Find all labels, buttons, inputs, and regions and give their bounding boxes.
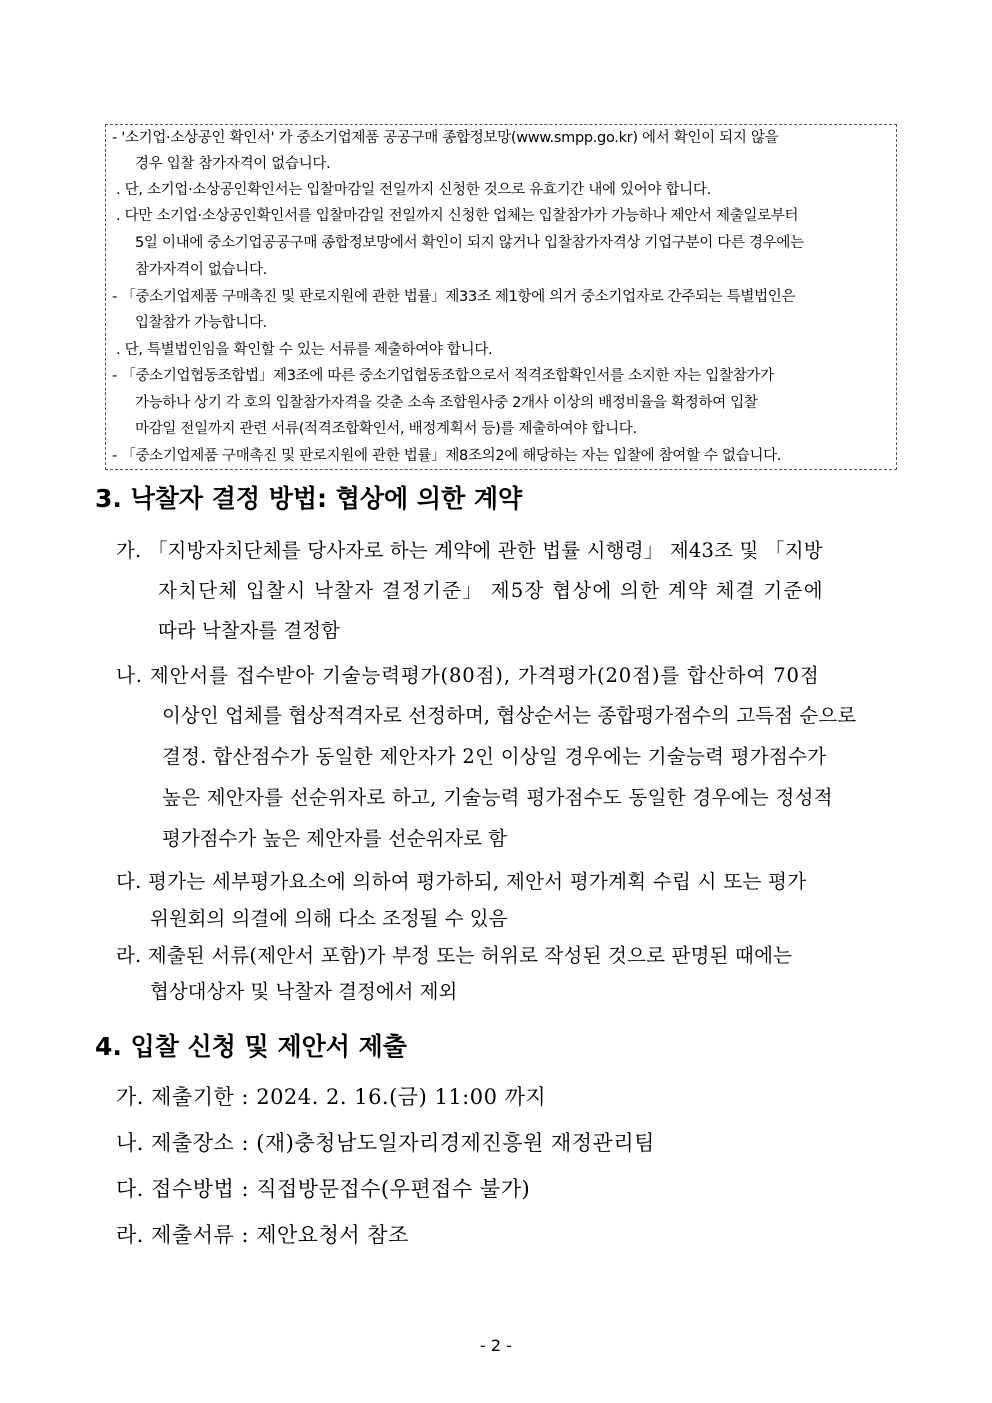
notice-line: 참가자격이 없습니다. <box>135 262 267 278</box>
notice-line: . 단, 특별법인임을 확인할 수 있는 서류를 제출하여야 합니다. <box>116 342 493 358</box>
section-4-item: 가. 제출기한 : 2024. 2. 16.(금) 11:00 까지 <box>116 1085 547 1109</box>
section-3-heading: 3. 낙찰자 결정 방법: 협상에 의한 계약 <box>95 484 523 513</box>
notice-line: 경우 입찰 참가자격이 없습니다. <box>135 156 331 172</box>
section-4-item: 나. 제출장소 : (재)충청남도일자리경제진흥원 재정관리팀 <box>116 1131 655 1155</box>
notice-line: - 「중소기업제품 구매촉진 및 판로지원에 관한 법률」제33조 제1항에 의거 중소기업자로 간주되는 특별법인은 <box>112 289 796 305</box>
section-3-item-da-line: 다. 평가는 세부평가요소에 의하여 평가하되, 제안서 평가계획 수립 시 또는 평가 <box>116 870 807 893</box>
notice-line: . 단, 소기업·소상공인확인서는 입찰마감일 전일까지 신청한 것으로 유효기간 내에 있어야 합니다. <box>116 182 711 198</box>
section-3-item-na-line: 결정. 합산점수가 동일한 제안자가 2인 이상일 경우에는 기술능력 평가점수가 <box>162 745 827 768</box>
section-4-item: 다. 접수방법 : 직접방문접수(우편접수 불가) <box>116 1177 531 1201</box>
section-3-item-ra-line: 라. 제출된 서류(제안서 포함)가 부정 또는 허위로 작성된 것으로 판명된 때에는 <box>116 944 793 967</box>
notice-line: 입찰참가 가능합니다. <box>135 315 267 331</box>
page-number: - 2 - <box>480 1336 512 1355</box>
section-3-item-na-line: 높은 제안자를 선순위자로 하고, 기술능력 평가점수도 동일한 경우에는 정성적 <box>162 786 833 809</box>
notice-line: - '소기업·소상공인 확인서' 가 중소기업제품 공공구매 종합정보망(www.smpp.go.kr) 에서 확인이 되지 않을 <box>112 130 779 146</box>
notice-line: - 「중소기업협동조합법」제3조에 따른 중소기업협동조합으로서 적격조합확인서를 소지한 자는 입찰참가가 <box>112 368 774 384</box>
section-3-item-da-line: 위원회의 의결에 의해 다소 조정될 수 있음 <box>150 907 508 930</box>
notice-line: 5일 이내에 중소기업공공구매 종합정보망에서 확인이 되지 않거나 입찰참가자격상 기업구분이 다른 경우에는 <box>135 235 804 251</box>
notice-line: - 「중소기업제품 구매촉진 및 판로지원에 관한 법률」제8조의2에 해당하는 자는 입찰에 참여할 수 없습니다. <box>112 448 782 464</box>
section-4-item: 라. 제출서류 : 제안요청서 참조 <box>116 1223 409 1247</box>
section-3-item-ra-line: 협상대상자 및 낙찰자 결정에서 제외 <box>150 980 458 1003</box>
section-3-item-na-line: 평가점수가 높은 제안자를 선순위자로 함 <box>162 827 508 850</box>
section-3-item-ga-line: 따라 낙찰자를 결정함 <box>158 619 340 642</box>
notice-line: 가능하나 상기 각 호의 입찰참가자격을 갖춘 소속 조합원사중 2개사 이상의 배정비율을 확정하여 입찰 <box>135 395 758 411</box>
section-3-item-ga-line: 자치단체 입찰시 낙찰자 결정기준」 제5장 협상에 의한 계약 체결 기준에 <box>158 579 824 602</box>
section-3-item-ga-line: 가. 「지방자치단체를 당사자로 하는 계약에 관한 법률 시행령」 제43조 및 「지방 <box>116 539 823 562</box>
section-3-item-na-line: 이상인 업체를 협상적격자로 선정하며, 협상순서는 종합평가점수의 고득점 순으로 <box>162 704 857 727</box>
section-3-item-na-line: 나. 제안서를 접수받아 기술능력평가(80점), 가격평가(20점)를 합산하여 70점 <box>116 664 820 687</box>
section-4-heading: 4. 입찰 신청 및 제안서 제출 <box>95 1032 407 1061</box>
notice-line: 마감일 전일까지 관련 서류(적격조합확인서, 배정계획서 등)를 제출하여야 합니다. <box>135 421 637 437</box>
notice-line: . 다만 소기업·소상공인확인서를 입찰마감일 전일까지 신청한 업체는 입찰참가가 가능하나 제안서 제출일로부터 <box>116 208 799 224</box>
